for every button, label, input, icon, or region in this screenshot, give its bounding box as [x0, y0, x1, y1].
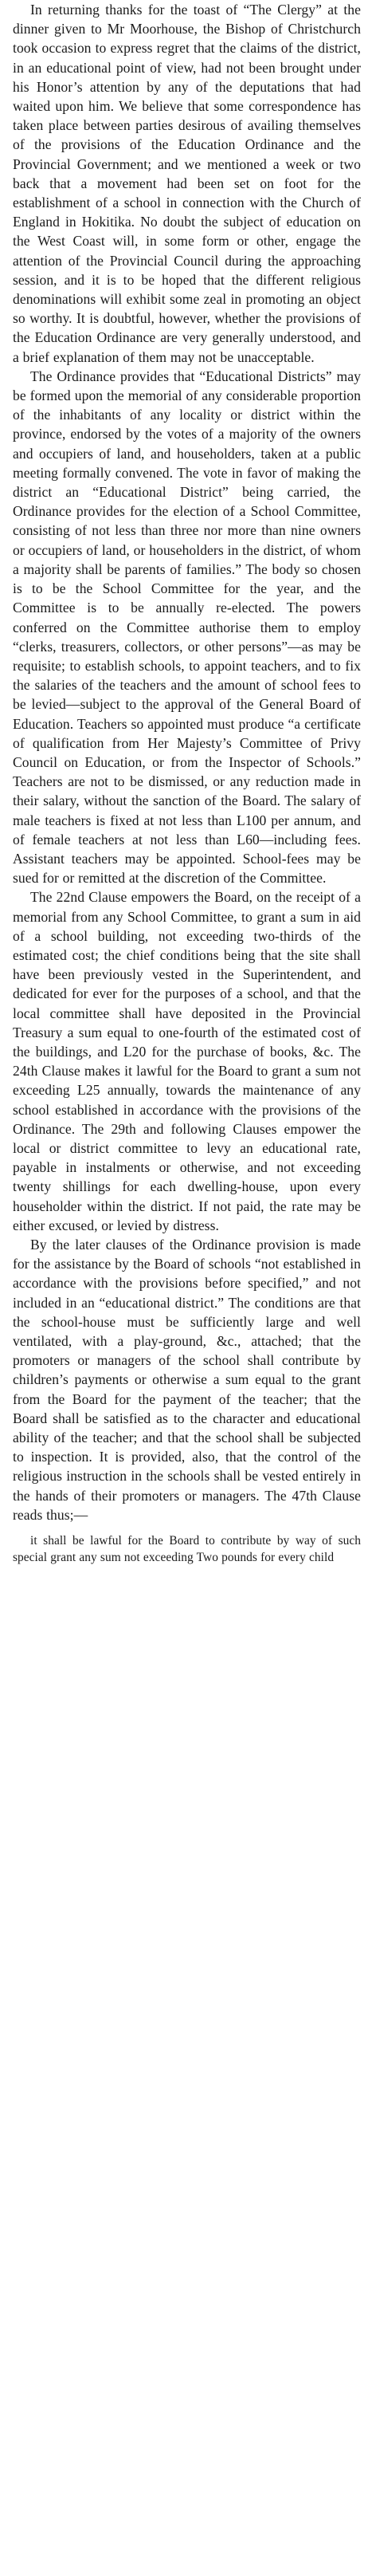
article-paragraph-4: By the later clauses of the Ordinance provision is made for the assistance by the Board of schools “not established in accordance with the provisions before specified,” and not included in an “educational district.” The conditions are that the school-house must be sufficiently large and well ventilated, with a play-ground, &c., attached; that the promoters or managers of the school shall contribute by children’s payments or otherwise a sum equal to the grant from the Board for the payment of the teacher; that the Board shall be satisfied as to the character and educational ability of the teacher; and that the school shall be subjected to inspection. It is provided, also, that the control of the religious instruction in the schools shall be vested entirely in the hands of their promoters or managers. The 47th Clause reads thus;—	[13, 1237, 361, 1523]
article-paragraph-3: The 22nd Clause empowers the Board, on the receipt of a memorial from any School Committee, to grant a sum in aid of a school building, not exceeding two-thirds of the estimated cost; the chief conditions being that the site shall have been previously vested in the Superintendent, and dedicated for ever for the purposes of a school, and that the local committee shall have deposited in the Provincial Treasury a sum equal to one-fourth of the estimated cost of the buildings, and L20 for the purchase of books, &c. The 24th Clause makes it lawful for the Board to grant a sum not exceeding L25 annually, towards the maintenance of any school established in accordance with the provisions of the Ordinance. The 29th and following Clauses empower the local or district committee to levy an educational rate, payable in instalments or otherwise, and not exceeding twenty shillings for each dwelling-house, upon every householder within the district. If not paid, the rate may be either excused, or levied by distress.	[13, 889, 361, 1233]
article-paragraph-2: The Ordinance provides that “Educational Districts” may be formed upon the memorial of any considerable proportion of the inhabitants of any locality or district within the province, endorsed by the votes of a majority of the owners and occupiers of land, and householders, taken at a public meeting formally convened. The vote in favor of making the district an “Educational District” being carried, the Ordinance provides for the election of a School Committee, consisting of not less than three nor more than nine owners or occupiers of land, or householders in the district, of whom a majority shall be parents of families.” The body so chosen is to be the School Committee for the year, and the Committee is to be annually re-elected. The powers conferred on the Committee authorise them to employ “clerks, treasurers, collectors, or other persons”—as may be requisite; to establish schools, to appoint teachers, and to fix the salaries of the teachers and the amount of school fees to be levied—subject to the approval of the General Board of Education. Teachers so appointed must produce “a certificate of qualification from Her Majesty’s Committee of Privy Council on Education, or from the Inspector of Schools.” Teachers are not to be dismissed, or any reduction made in their salary, without the sanction of the Board. The salary of male teachers is fixed at not less than L100 per annum, and of female teachers at not less than L60—including fees. Assistant teachers may be appointed. School-fees may be sued for or remitted at the discretion of the Committee.	[13, 368, 361, 887]
article-paragraph-1: In returning thanks for the toast of “The Clergy” at the dinner given to Mr Moorhouse, the Bishop of Christchurch took occasion to express regret that the claims of the district, in an educational point of view, had not been brought under his Honor’s attention by any of the deputations that had waited upon him. We believe that some correspondence has taken place between parties desirous of availing themselves of the provisions of the Education Ordinance and the Provincial Government; and we mentioned a week or two back that a movement had been set on foot for the establishment of a school in connection with the Church of England in Hokitika. No doubt the subject of education on the West Coast will, in some form or other, engage the attention of the Provincial Council during the approaching session, and it is to be hoped that the different religious denominations will exhibit some zeal in promoting an object so worthy. It is doubtful, however, whether the provisions of the Education Ordinance are very generally understood, and a brief explanation of them may not be unacceptable.	[13, 2, 361, 365]
quoted-clause: it shall be lawful for the Board to contribute by way of such special grant any sum not exceeding Two pounds for every child	[13, 1534, 361, 1564]
newspaper-column	[13, 0, 361, 2576]
